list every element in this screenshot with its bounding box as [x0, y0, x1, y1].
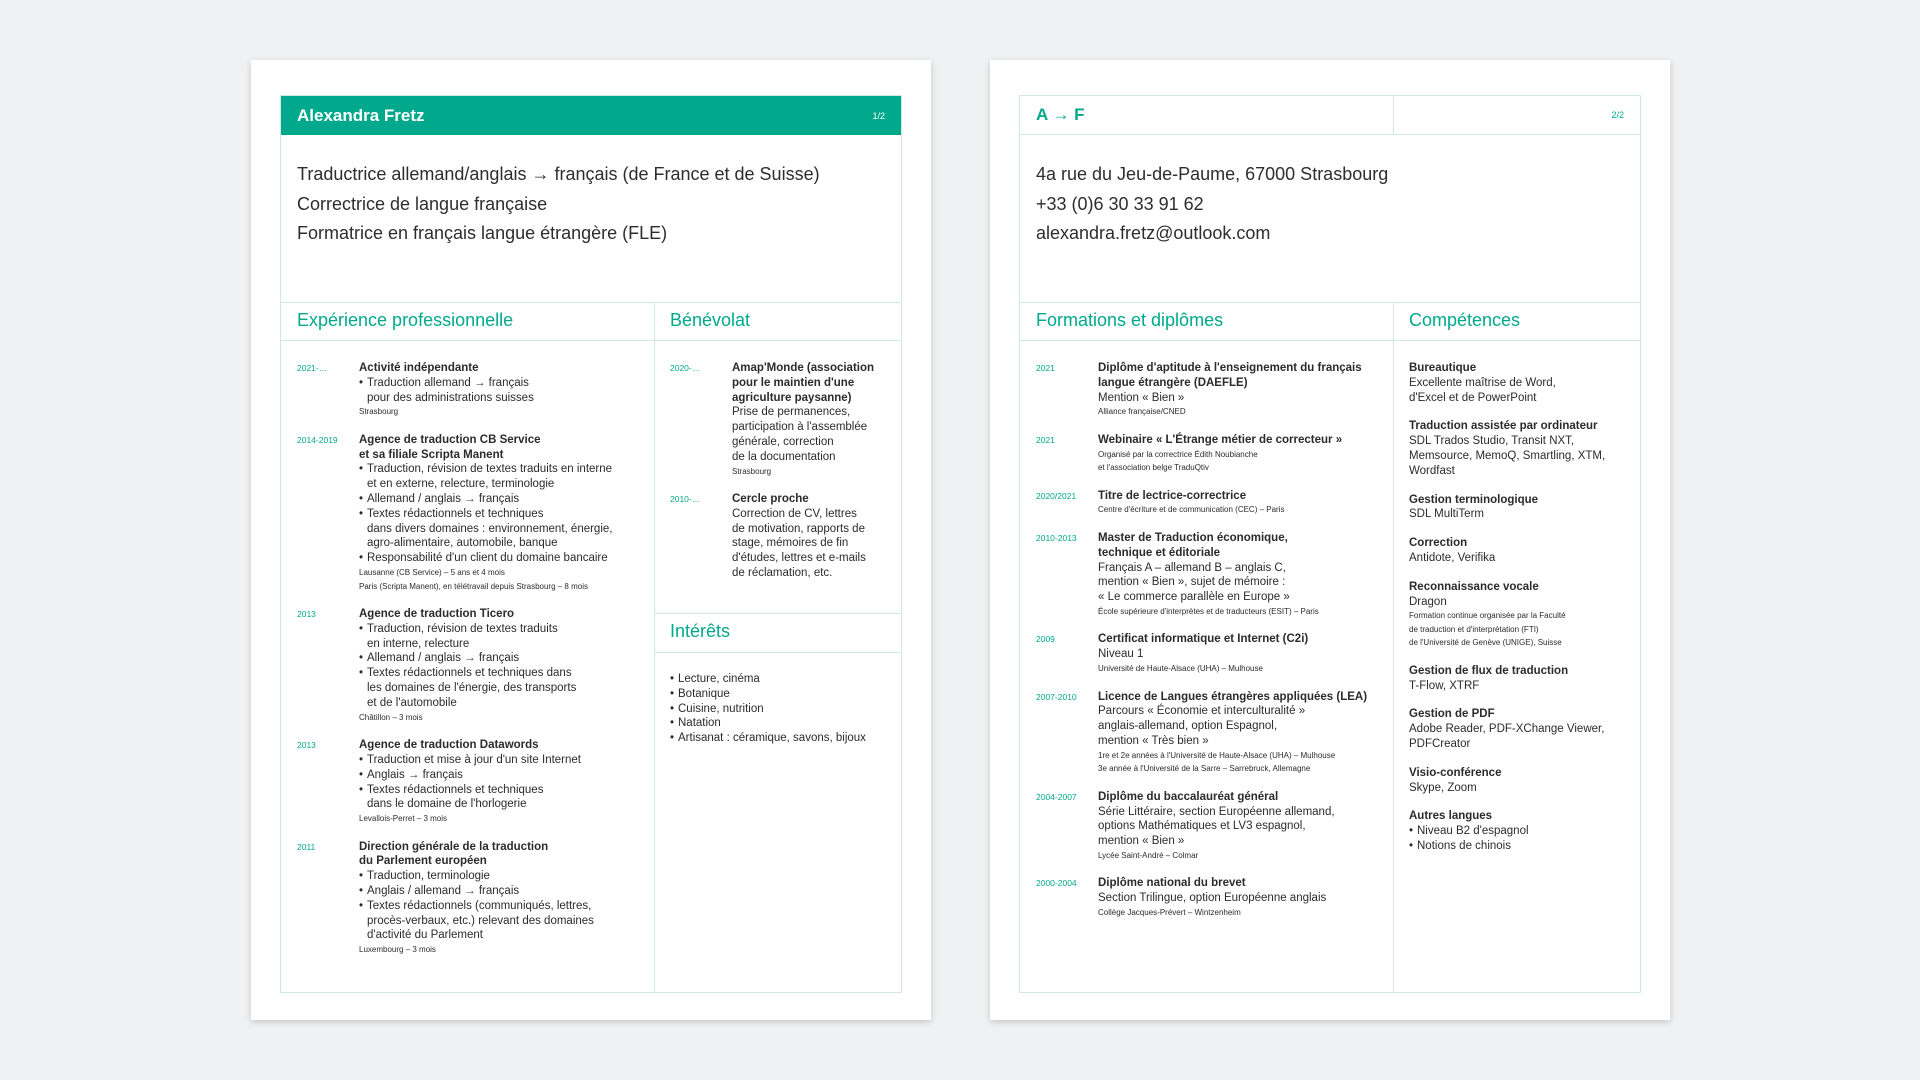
entry-note: École supérieure d'interprètes et de traducteurs (ESIT) – Paris — [1098, 606, 1319, 616]
job-title-line: Formatrice en français langue étrangère (FLE) — [297, 223, 668, 243]
entry-item — [670, 361, 890, 478]
entry-item — [1036, 632, 1386, 675]
skill-item — [1409, 493, 1634, 523]
entry-body — [359, 738, 642, 825]
entry-body — [359, 607, 642, 724]
experience-list — [297, 361, 642, 971]
interest-item: • Artisanat : céramique, savons, bijoux — [670, 731, 890, 746]
contact-info — [1036, 160, 1624, 249]
interest-item: • Natation — [670, 716, 890, 731]
entry-date: 2020-… — [670, 363, 701, 373]
entry-title: Agence de traduction Ticero — [359, 608, 515, 621]
entry-title: Master de Traduction économique, technique et éditoriale — [1098, 531, 1288, 559]
entry-note: Strasbourg — [359, 407, 399, 417]
bullet-item: • Traduction, révision de textes traduits en interne, relecture — [359, 622, 642, 652]
entry-date: 2021 — [1036, 363, 1055, 373]
entry-bullets — [359, 462, 642, 566]
entry-date: 2013 — [297, 609, 316, 620]
entry-text: Série Littéraire, section Européenne allemand, options Mathématiques et LV3 espagnol, mention « Bien » — [1098, 805, 1335, 848]
entry-note: Organisé par la correctrice Édith Noubianche et l'association belge TraduQtiv — [1098, 449, 1258, 473]
entry-title: Licence de Langues étrangères appliquées (LEA) — [1098, 690, 1368, 703]
entry-title: Gestion de flux de traduction — [1409, 664, 1569, 677]
entry-text: Prise de permanences, participation à l'assemblée générale, correction de la documentation — [732, 406, 868, 463]
entry-bullets — [359, 753, 642, 812]
entry-date: 2014-2019 — [297, 434, 338, 445]
interests-heading: Intérêts — [670, 621, 731, 641]
bullet-item: • Traduction, terminologie — [359, 869, 642, 884]
entry-text: Antidote, Verifika — [1409, 551, 1496, 564]
entry-bullets — [359, 376, 642, 406]
entry-date: 2010-… — [670, 494, 701, 505]
entry-item — [1036, 690, 1386, 776]
entry-item — [297, 607, 642, 724]
entry-date: 2013 — [297, 740, 316, 751]
entry-item — [1036, 433, 1386, 475]
entry-item — [1036, 361, 1386, 419]
divider — [654, 613, 901, 614]
page-number: 2/2 — [1611, 110, 1624, 120]
entry-date: 2011 — [297, 841, 316, 852]
entry-date: 2010-2013 — [1036, 532, 1077, 543]
divider — [1020, 302, 1640, 303]
entry-date: 2021-… — [297, 363, 328, 373]
bullet-item: • Anglais → français — [359, 768, 642, 783]
entry-body — [732, 361, 890, 478]
page-2-frame — [1019, 95, 1641, 993]
column-divider — [654, 302, 655, 992]
job-titles — [297, 160, 885, 249]
entry-note: Lycée Saint-André – Colmar — [1098, 850, 1199, 860]
education-heading: Formations et diplômes — [1036, 310, 1224, 330]
divider — [281, 340, 901, 341]
entry-item — [1036, 876, 1386, 919]
volunteering-list — [670, 361, 890, 595]
entry-body — [359, 840, 642, 957]
entry-text: Dragon — [1409, 595, 1447, 608]
bullet-item: • Textes rédactionnels (communiqués, lettres, procès-verbaux, etc.) relevant des domaines d'activité du Parlement — [359, 899, 642, 943]
entry-text: Skype, Zoom — [1409, 781, 1477, 794]
bullet-item: • Notions de chinois — [1409, 839, 1634, 854]
interests-list — [670, 672, 890, 746]
entry-title: Agence de traduction Datawords — [359, 739, 539, 752]
entry-title: Gestion terminologique — [1409, 493, 1539, 506]
page-1-header — [281, 96, 901, 135]
bullet-item: • Textes rédactionnels et techniques dans le domaine de l'horlogerie — [359, 783, 642, 813]
entry-title: Diplôme d'aptitude à l'enseignement du français langue étrangère (DAEFLE) — [1098, 362, 1362, 389]
entry-note: Luxembourg – 3 mois — [359, 945, 436, 955]
page-number: 1/2 — [872, 110, 885, 121]
entry-body — [359, 433, 642, 593]
job-title-line: Traductrice allemand/anglais → français (de France et de Suisse) — [297, 164, 820, 184]
page-2-header — [1020, 96, 1640, 135]
bullet-item: • Allemand / anglais → français — [359, 651, 642, 666]
entry-body — [1098, 876, 1386, 919]
entry-body — [359, 361, 642, 419]
divider — [281, 302, 901, 303]
candidate-name: Alexandra Fretz — [297, 105, 425, 125]
entry-text: SDL MultiTerm — [1409, 508, 1484, 521]
entry-note: Strasbourg — [732, 466, 772, 476]
divider — [1020, 340, 1640, 341]
skill-item — [1409, 707, 1634, 751]
entry-text: Adobe Reader, PDF-XChange Viewer, PDFCreator — [1409, 723, 1605, 751]
skill-item — [1409, 361, 1634, 405]
entry-title: Direction générale de la traduction du Parlement européen — [359, 840, 549, 868]
entry-note: Alliance française/CNED — [1098, 407, 1186, 417]
entry-date: 2020/2021 — [1036, 490, 1077, 501]
entry-note: Paris (Scripta Manent), en télétravail depuis Strasbourg – 8 mois — [359, 581, 588, 591]
skill-item — [1409, 536, 1634, 566]
bullet-item: • Niveau B2 d'espagnol — [1409, 824, 1634, 839]
entry-title: Correction — [1409, 537, 1468, 550]
entry-item — [1036, 790, 1386, 863]
skill-item — [1409, 766, 1634, 796]
entry-note: 3e année à l'Université de la Sarre – Sarrebruck, Allemagne — [1098, 764, 1311, 774]
entry-item — [297, 361, 642, 419]
entry-body — [1098, 489, 1386, 517]
entry-text: Mention « Bien » — [1098, 391, 1185, 404]
entry-date: 2007-2010 — [1036, 691, 1077, 702]
entry-item — [297, 840, 642, 957]
bullet-item: • Traduction et mise à jour d'un site Internet — [359, 753, 642, 768]
skill-item — [1409, 809, 1634, 853]
entry-date: 2004-2007 — [1036, 791, 1077, 802]
entry-date: 2000-2004 — [1036, 878, 1077, 889]
entry-bullets — [1409, 824, 1634, 854]
interests-section — [670, 672, 890, 746]
entry-note: Lausanne (CB Service) – 5 ans et 4 mois — [359, 568, 505, 578]
monogram: A → F — [1036, 105, 1085, 124]
skills-heading: Compétences — [1409, 310, 1521, 330]
entry-note: 1re et 2e années à l'Université de Haute-Alsace (UHA) – Mulhouse — [1098, 750, 1336, 760]
entry-text: Parcours « Économie et interculturalité » anglais-allemand, option Espagnol, mention « Très bien » — [1098, 705, 1306, 747]
entry-item — [670, 492, 890, 581]
job-title-line: Correctrice de langue française — [297, 193, 548, 214]
bullet-item: • Responsabilité d'un client du domaine bancaire — [359, 551, 642, 566]
entry-body — [1098, 632, 1386, 675]
header-divider — [1393, 96, 1394, 134]
column-divider — [1393, 302, 1394, 992]
entry-date: 2009 — [1036, 634, 1055, 645]
skill-item — [1409, 664, 1634, 694]
entry-text: Section Trilingue, option Européenne anglais — [1098, 892, 1327, 905]
entry-body — [1098, 790, 1386, 863]
entry-note: Centre d'écriture et de communication (CEC) – Paris — [1098, 505, 1285, 515]
bullet-item: • Allemand / anglais → français — [359, 492, 642, 507]
bullet-item: • Anglais / allemand → français — [359, 884, 642, 899]
entry-title: Titre de lectrice-correctrice — [1098, 489, 1247, 502]
entry-title: Activité indépendante — [359, 362, 479, 374]
entry-title: Cercle proche — [732, 493, 809, 506]
entry-title: Amap'Monde (association pour le maintien d'une agriculture paysanne) — [732, 362, 875, 404]
entry-title: Bureautique — [1409, 362, 1477, 374]
skills-list — [1409, 361, 1634, 868]
entry-note: Châtillon – 3 mois — [359, 712, 423, 722]
entry-item — [1036, 489, 1386, 517]
entry-body — [1098, 531, 1386, 618]
entry-title: Visio-conférence — [1409, 766, 1502, 779]
bullet-item: • Textes rédactionnels et techniques dans divers domaines : environnement, énergie, agro-alimentaire, automobile, banque — [359, 507, 642, 551]
interest-item: • Cuisine, nutrition — [670, 702, 890, 717]
email: alexandra.fretz@outlook.com — [1036, 223, 1271, 243]
page-1-frame — [280, 95, 902, 993]
address: 4a rue du Jeu-de-Paume, 67000 Strasbourg — [1036, 164, 1389, 184]
entry-title: Webinaire « L'Étrange métier de correcteur » — [1098, 433, 1343, 446]
bullet-item: • Textes rédactionnels et techniques dans les domaines de l'énergie, des transports et de l'automobile — [359, 666, 642, 710]
entry-title: Diplôme national du brevet — [1098, 877, 1246, 890]
entry-title: Reconnaissance vocale — [1409, 580, 1539, 593]
education-list — [1036, 361, 1386, 934]
entry-item — [1036, 531, 1386, 618]
entry-note: Formation continue organisée par la Faculté de traduction et d'interprétation (FTI) de l'Université de Genève (UNIGE), Suisse — [1409, 611, 1566, 648]
entry-item — [297, 433, 642, 593]
entry-text: Niveau 1 — [1098, 648, 1144, 661]
entry-title: Gestion de PDF — [1409, 708, 1495, 721]
entry-body — [1098, 433, 1386, 475]
entry-body — [1098, 690, 1386, 776]
entry-text: Correction de CV, lettres de motivation, rapports de stage, mémoires de fin d'études, lettres et e-mails de réclamation, etc. — [732, 507, 866, 580]
entry-note: Université de Haute-Alsace (UHA) – Mulhouse — [1098, 664, 1263, 674]
entry-text: Français A – allemand B – anglais C, mention « Bien », sujet de mémoire : « Le commerce parallèle en Europe » — [1098, 561, 1290, 604]
entry-text: Excellente maîtrise de Word, d'Excel et de PowerPoint — [1409, 376, 1556, 404]
bullet-item: • Traduction, révision de textes traduits en interne et en externe, relecture, terminologie — [359, 462, 642, 492]
phone: +33 (0)6 30 33 91 62 — [1036, 193, 1204, 214]
skill-item — [1409, 419, 1634, 478]
entry-title: Autres langues — [1409, 810, 1493, 823]
entry-bullets — [359, 622, 642, 711]
interest-item: • Lecture, cinéma — [670, 672, 890, 687]
entry-body — [732, 492, 890, 581]
entry-text: T-Flow, XTRF — [1409, 679, 1480, 692]
experience-heading: Expérience professionnelle — [297, 310, 514, 330]
cv-page-1 — [251, 60, 931, 1020]
entry-title: Agence de traduction CB Service et sa filiale Scripta Manent — [359, 433, 541, 461]
skill-item — [1409, 580, 1634, 650]
entry-title: Traduction assistée par ordinateur — [1409, 420, 1598, 433]
entry-date: 2021 — [1036, 434, 1055, 445]
entry-text: SDL Trados Studio, Transit NXT, Memsource, MemoQ, Smartling, XTM, Wordfast — [1409, 435, 1606, 477]
entry-item — [297, 738, 642, 825]
entry-title: Diplôme du baccalauréat général — [1098, 790, 1279, 803]
entry-body — [1098, 361, 1386, 419]
entry-bullets — [359, 869, 642, 943]
entry-note: Collège Jacques-Prévert – Wintzenheim — [1098, 908, 1241, 918]
entry-title: Certificat informatique et Internet (C2i) — [1098, 633, 1309, 646]
interest-item: • Botanique — [670, 687, 890, 702]
bullet-item: • Traduction allemand → français pour des administrations suisses — [359, 376, 642, 406]
volunteering-heading: Bénévolat — [670, 310, 751, 330]
cv-page-2 — [990, 60, 1670, 1020]
entry-note: Levallois-Perret – 3 mois — [359, 814, 448, 824]
divider — [654, 652, 901, 653]
